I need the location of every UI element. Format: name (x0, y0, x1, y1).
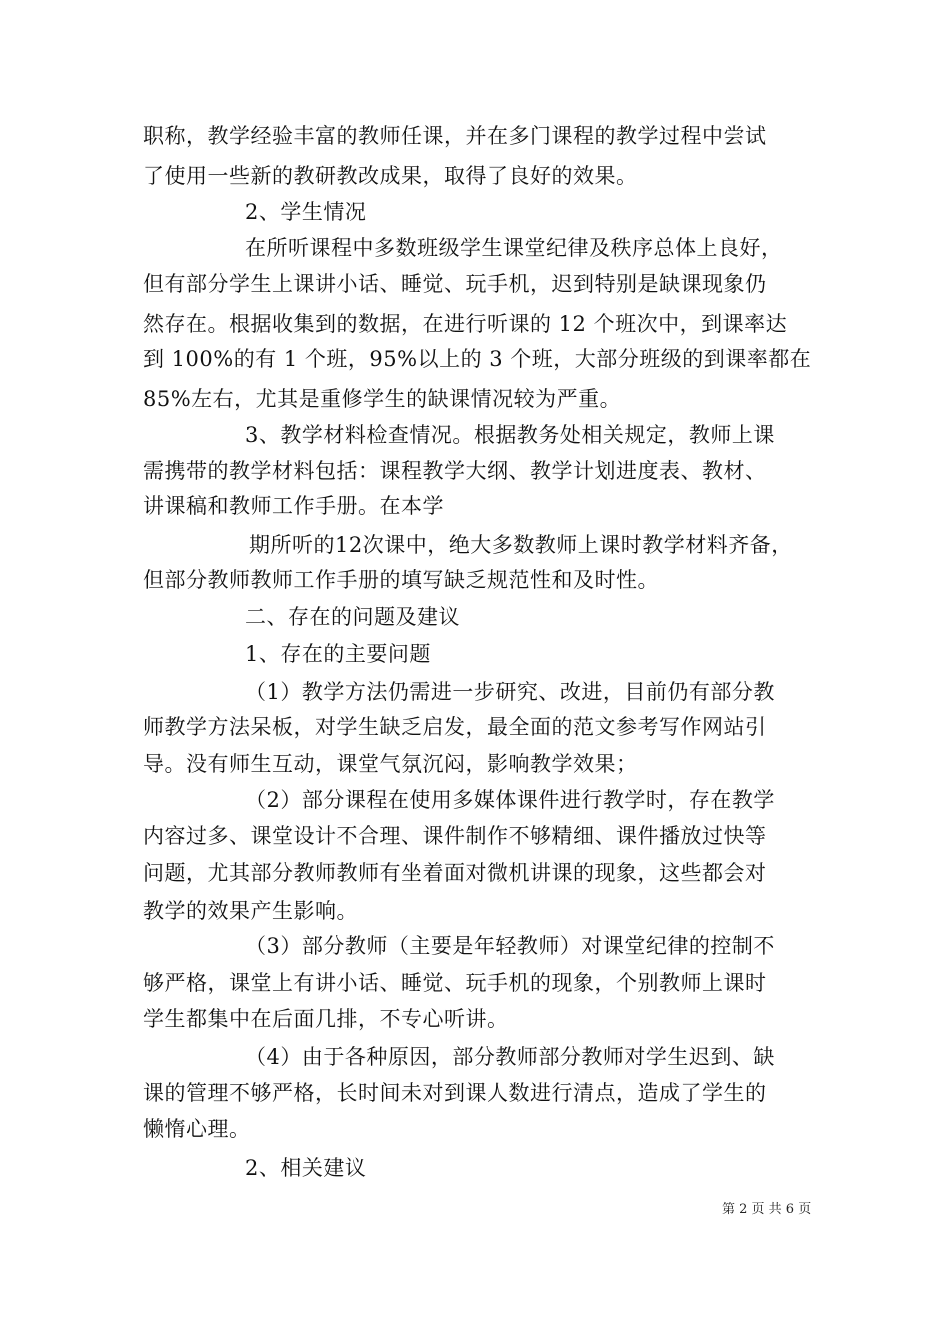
section-heading: 2、学生情况 (245, 200, 367, 224)
text-line: 问题，尤其部分教师教师有坐着面对微机讲课的现象，这些都会对 (143, 861, 767, 885)
text-line: 内容过多、课堂设计不合理、课件制作不够精细、课件播放过快等 (143, 824, 767, 848)
text-line: 3、教学材料检查情况。根据教务处相关规定，教师上课 (245, 423, 775, 447)
text-line: 了使用一些新的教研教改成果，取得了良好的效果。 (143, 164, 638, 188)
text-line: 学生都集中在后面几排，不专心听讲。 (143, 1007, 509, 1031)
section-heading: 1、存在的主要问题 (245, 642, 431, 666)
text-line: 但有部分学生上课讲小话、睡觉、玩手机，迟到特别是缺课现象仍 (143, 272, 767, 296)
text-line: 期所听的12次课中，绝大多数教师上课时教学材料齐备， (249, 533, 793, 557)
text-line: （4）由于各种原因，部分教师部分教师对学生迟到、缺 (245, 1045, 775, 1069)
text-line: （3）部分教师（主要是年轻教师）对课堂纪律的控制不 (245, 934, 775, 958)
text-line: 懒惰心理。 (143, 1117, 251, 1141)
text-line: 讲课稿和教师工作手册。在本学 (143, 494, 444, 518)
text-line: 课的管理不够严格，长时间未对到课人数进行清点，造成了学生的 (143, 1081, 767, 1105)
text-line: 在所听课程中多数班级学生课堂纪律及秩序总体上良好， (245, 236, 783, 260)
text-line: 教学的效果产生影响。 (143, 899, 358, 923)
text-line: 但部分教师教师工作手册的填写缺乏规范性和及时性。 (143, 568, 659, 592)
text-line: 导。没有师生互动，课堂气氛沉闷，影响教学效果； (143, 752, 638, 776)
text-line: 职称，教学经验丰富的教师任课，并在多门课程的教学过程中尝试 (143, 124, 767, 148)
section-heading: 2、相关建议 (245, 1156, 367, 1180)
text-line: 然存在。根据收集到的数据，在进行听课的 12 个班次中，到课率达 (143, 312, 788, 336)
text-line: 需携带的教学材料包括：课程教学大纲、教学计划进度表、教材、 (143, 459, 767, 483)
text-line: 师教学方法呆板，对学生缺乏启发，最全面的范文参考写作网站引 (143, 715, 767, 739)
text-line: 到 100%的有 1 个班，95%以上的 3 个班，大部分班级的到课率都在 (143, 347, 812, 371)
text-line: 85%左右，尤其是重修学生的缺课情况较为严重。 (143, 387, 622, 411)
text-line: （2）部分课程在使用多媒体课件进行教学时，存在教学 (245, 788, 775, 812)
section-heading: 二、存在的问题及建议 (245, 605, 460, 629)
page-number: 第 2 页 共 6 页 (722, 1202, 812, 1217)
text-line: （1）教学方法仍需进一步研究、改进，目前仍有部分教 (245, 680, 775, 704)
text-line: 够严格，课堂上有讲小话、睡觉、玩手机的现象，个别教师上课时 (143, 971, 767, 995)
